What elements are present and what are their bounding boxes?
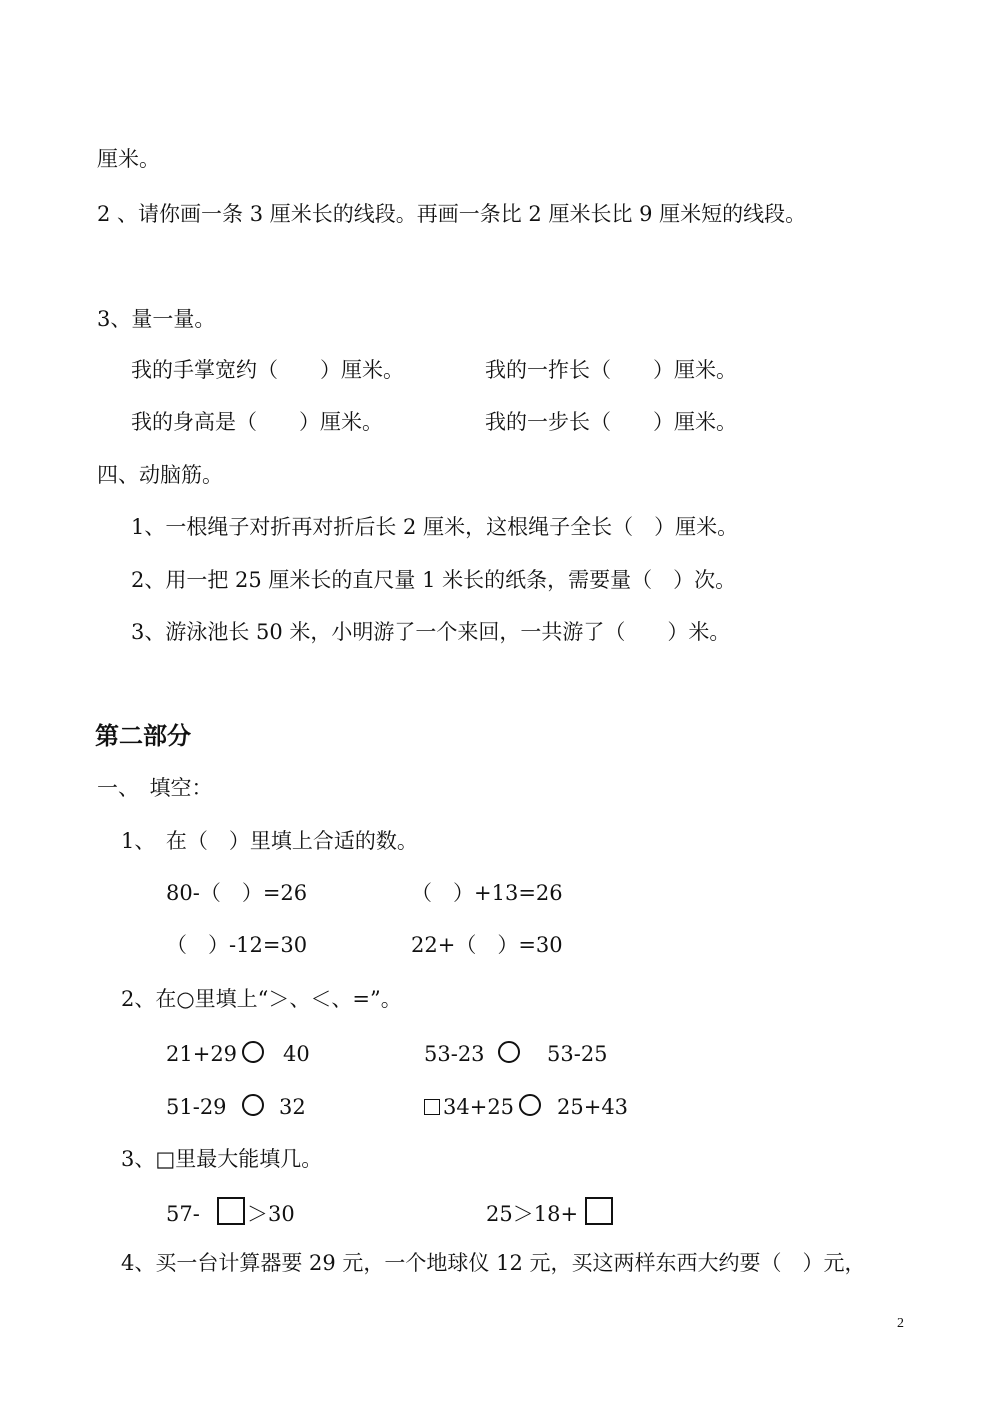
page-number: 2 xyxy=(897,1316,904,1331)
max-digit-3a-left: 57- xyxy=(166,1202,200,1226)
measure-step-length: 我的一步长（ ）厘米。 xyxy=(485,410,737,434)
measure-span-length: 我的一拃长（ ）厘米。 xyxy=(485,358,737,382)
continued-text: 厘米。 xyxy=(97,147,160,171)
compare-2c-right: 32 xyxy=(279,1095,306,1119)
equation-1d: 22+（ ）=30 xyxy=(411,933,563,957)
max-digit-3b-left: 25＞18+ xyxy=(486,1202,579,1226)
compare-circle-c[interactable] xyxy=(242,1094,264,1116)
equation-1a: 80-（ ）=26 xyxy=(166,881,308,905)
compare-circle-b[interactable] xyxy=(498,1041,520,1063)
section-4-item-1: 1、一根绳子对折再对折后长 2 厘米，这根绳子全长（ ）厘米。 xyxy=(131,515,739,539)
compare-circle-d[interactable] xyxy=(519,1094,541,1116)
compare-2a-right: 40 xyxy=(283,1042,310,1066)
section-4-item-2: 2、用一把 25 厘米长的直尺量 1 米长的纸条，需要量（ ）次。 xyxy=(131,568,737,592)
measure-palm-width: 我的手掌宽约（ ）厘米。 xyxy=(131,358,404,382)
answer-box-a[interactable] xyxy=(217,1197,245,1225)
compare-2d-left: 34+25 xyxy=(443,1095,515,1119)
compare-2b-left: 53-23 xyxy=(424,1042,485,1066)
section-4-title: 四、动脑筋。 xyxy=(97,463,223,487)
fill-question-1: 1、 在（ ）里填上合适的数。 xyxy=(121,829,418,853)
compare-circle-a[interactable] xyxy=(242,1041,264,1063)
compare-2d-right: 25+43 xyxy=(557,1095,629,1119)
blank-square[interactable] xyxy=(424,1099,440,1115)
fill-in-heading: 一、 填空： xyxy=(97,776,213,800)
max-digit-3a-right: ＞30 xyxy=(247,1202,295,1226)
compare-2b-right: 53-25 xyxy=(547,1042,608,1066)
compare-2a-left: 21+29 xyxy=(166,1042,238,1066)
part-2-heading: 第二部分 xyxy=(95,722,191,750)
question-2-line: 2 、请你画一条 3 厘米长的线段。再画一条比 2 厘米长比 9 厘米短的线段。 xyxy=(97,202,807,226)
answer-box-b[interactable] xyxy=(585,1197,613,1225)
fill-question-2: 2、在○里填上“＞、＜、=”。 xyxy=(121,987,402,1011)
question-3-title: 3、量一量。 xyxy=(97,307,216,331)
section-4-item-3: 3、游泳池长 50 米，小明游了一个来回，一共游了（ ）米。 xyxy=(131,620,731,644)
equation-1b: （ ）+13=26 xyxy=(411,881,563,905)
fill-question-3: 3、□里最大能填几。 xyxy=(121,1147,323,1171)
fill-question-4: 4、买一台计算器要 29 元，一个地球仪 12 元，买这两样东西大约要（ ）元， xyxy=(121,1251,866,1275)
compare-2c-left: 51-29 xyxy=(166,1095,227,1119)
equation-1c: （ ）-12=30 xyxy=(166,933,308,957)
measure-height: 我的身高是（ ）厘米。 xyxy=(131,410,383,434)
